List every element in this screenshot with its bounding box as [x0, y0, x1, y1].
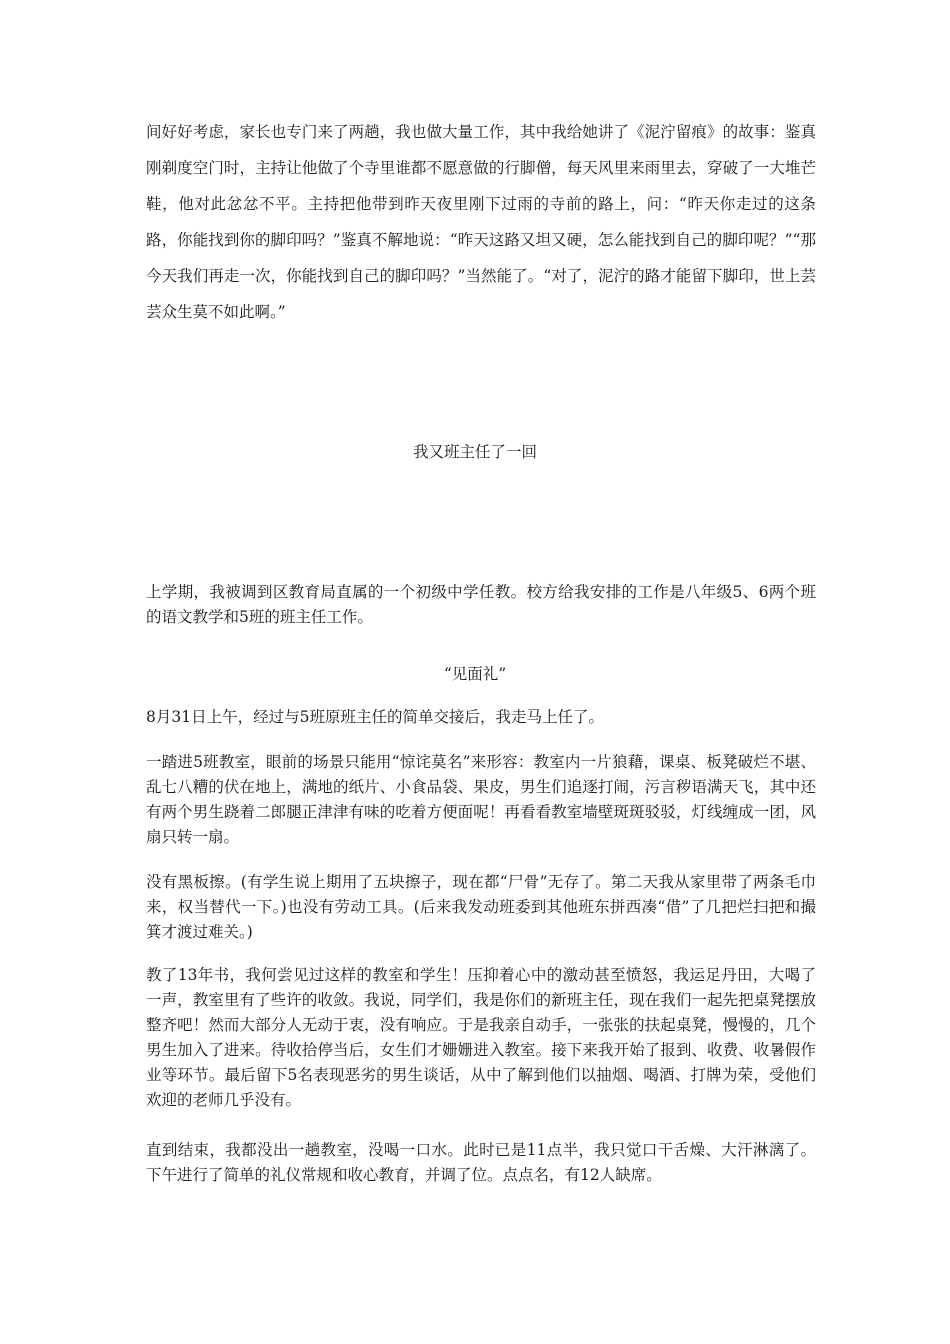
body-paragraph: 一踏进5班教室，眼前的场景只能用“惊诧莫名”来形容：教室内一片狼藉，课桌、板凳破烂不堪、乱七八糟的伏在地上，满地的纸片、小食品袋、果皮，男生们追逐打闹，污言秽语满天飞，其中还有两个男生跷着二郎腿正津津有味的吃着方便面呢！再看看教室墙壁斑斑驳驳，灯线缠成一团，风扇只转一扇。 — [146, 753, 816, 846]
section-title: “见面礼” — [443, 665, 507, 683]
body-paragraph: 教了13年书，我何尝见过这样的教室和学生！压抑着心中的激动甚至愤怒，我运足丹田，大喝了一声，教室里有了些许的收敛。我说，同学们，我是你们的新班主任，现在我们一起先把桌凳摆放整齐吧！然而大部分人无动于衷，没有响应。于是我亲自动手，一张张的扶起桌凳，慢慢的，几个男生加入了进来。待收拾停当后，女生们才姗姗进入教室。接下来我开始了报到、收费、收暑假作业等环节。最后留下5名表现恶劣的男生谈话，从中了解到他们以抽烟、喝酒、打牌为荣，受他们欢迎的老师几乎没有。 — [146, 966, 816, 1109]
body-paragraph: 直到结束，我都没出一趟教室，没喝一口水。此时已是11点半，我只觉口干舌燥、大汗淋漓了。下午进行了简单的礼仪常规和收心教育，并调了位。点点名，有12人缺席。 — [146, 1141, 816, 1184]
story-paragraph: 间好好考虑，家长也专门来了两趟，我也做大量工作，其中我给她讲了《泥泞留痕》的故事：鉴真刚剃度空门时，主持让他做了个寺里谁都不愿意做的行脚僧，每天风里来雨里去，穿破了一大堆芒鞋，他对此忿忿不平。主持把他带到昨天夜里刚下过雨的寺前的路上，问：“昨天你走过的这条路，你能找到你的脚印吗？”鉴真不解地说：“昨天这路又坦又硬，怎么能找到自己的脚印呢？”“那今天我们再走一次，你能找到自己的脚印吗？”当然能了。“对了，泥泞的路才能留下脚印，世上芸芸众生莫不如此啊。” — [146, 123, 816, 321]
article-title: 我又班主任了一回 — [412, 443, 537, 461]
intro-paragraph: 上学期，我被调到区教育局直属的一个初级中学任教。校方给我安排的工作是八年级5、6两个班的语文教学和5班的班主任工作。 — [146, 583, 816, 626]
body-paragraph: 8月31日上午，经过与5班原班主任的简单交接后，我走马上任了。 — [146, 708, 604, 726]
body-paragraph: 没有黑板擦。(有学生说上期用了五块擦子，现在都“尸骨”无存了。第二天我从家里带了两条毛巾来，权当替代一下。)也没有劳动工具。(后来我发动班委到其他班东拼西凑“借”了几把烂扫把和撮箕才渡过难关。) — [146, 873, 816, 941]
